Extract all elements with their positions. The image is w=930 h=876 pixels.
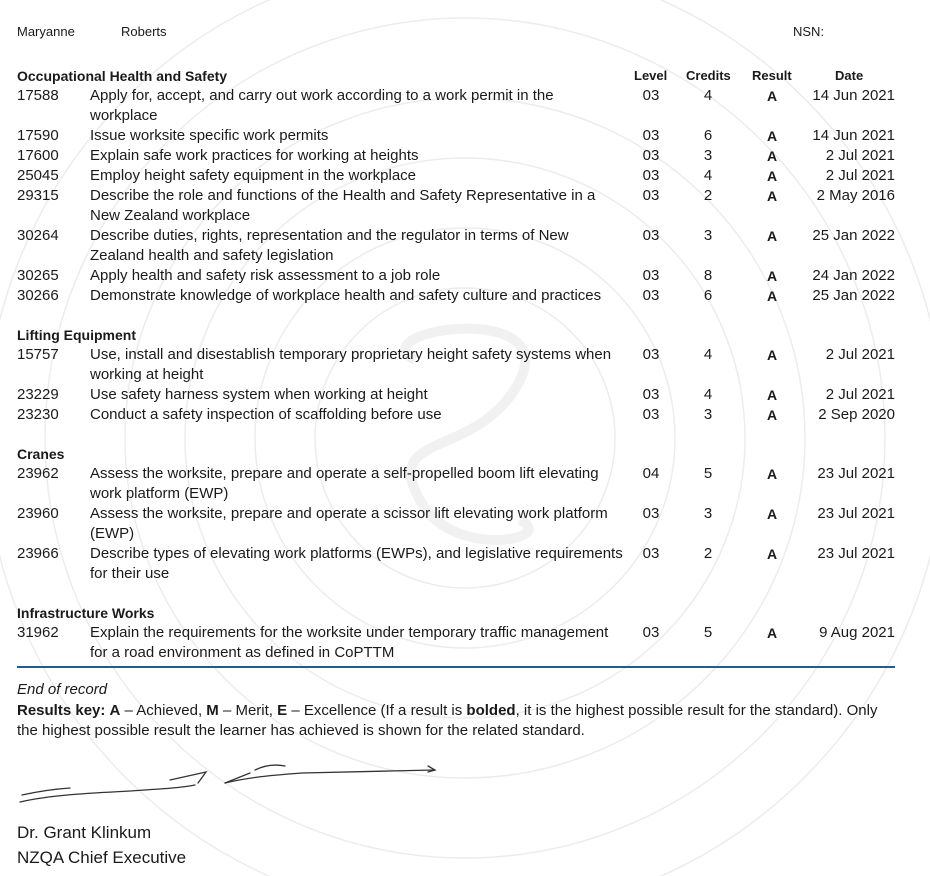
standard-level: 03 <box>642 287 660 304</box>
standard-date: 24 Jan 2022 <box>812 267 895 284</box>
standard-row <box>17 126 895 146</box>
standard-credits: 2 <box>703 545 713 562</box>
standard-level: 04 <box>642 465 660 482</box>
standard-date: 2 May 2016 <box>816 187 895 204</box>
standard-row <box>17 86 895 126</box>
standard-number: 23962 <box>17 465 59 482</box>
end-of-record: End of record <box>17 681 108 698</box>
learner-first-name: Maryanne <box>17 24 75 39</box>
signatory-name: Dr. Grant Klinkum <box>17 823 152 842</box>
column-header-level: Level <box>634 68 668 83</box>
standard-result: A <box>766 188 778 204</box>
standard-date: 25 Jan 2022 <box>812 287 895 304</box>
standard-number: 15757 <box>17 346 59 363</box>
section-title: Infrastructure Works <box>17 605 155 621</box>
standard-number: 23230 <box>17 406 59 423</box>
standard-credits: 3 <box>703 406 713 423</box>
standard-credits: 3 <box>703 227 713 244</box>
standard-title: Assess the worksite, prepare and operate a scissor lift elevating work platform (EWP) <box>90 505 608 542</box>
standard-title: Assess the worksite, prepare and operate a self-propelled boom lift elevating work platform (EWP) <box>90 465 599 502</box>
standard-number: 31962 <box>17 624 59 641</box>
standard-row <box>17 345 895 385</box>
standard-title: Apply health and safety risk assessment to a job role <box>90 267 441 284</box>
standard-result: A <box>766 387 778 403</box>
standard-credits: 4 <box>703 386 713 403</box>
standard-level: 03 <box>642 386 660 403</box>
standard-row <box>17 623 895 663</box>
standard-level: 03 <box>642 406 660 423</box>
standard-result: A <box>766 625 778 641</box>
standard-credits: 3 <box>703 147 713 164</box>
column-header-result: Result <box>752 68 792 83</box>
standard-row <box>17 504 895 544</box>
standard-date: 14 Jun 2021 <box>812 87 895 104</box>
standard-credits: 5 <box>703 465 713 482</box>
standard-date: 2 Jul 2021 <box>825 147 895 164</box>
standard-result: A <box>766 288 778 304</box>
standard-number: 29315 <box>17 187 59 204</box>
section-title: Cranes <box>17 446 65 462</box>
standard-date: 23 Jul 2021 <box>817 545 895 562</box>
standard-title: Explain safe work practices for working at heights <box>90 147 419 164</box>
standard-level: 03 <box>642 545 660 562</box>
standard-level: 03 <box>642 87 660 104</box>
signatory-role: NZQA Chief Executive <box>17 848 187 867</box>
standard-number: 17600 <box>17 147 59 164</box>
standard-result: A <box>766 128 778 144</box>
standard-row <box>17 464 895 504</box>
standard-title: Use safety harness system when working at height <box>90 386 428 403</box>
standard-title: Describe the role and functions of the Health and Safety Representative in a New Zealand workplace <box>90 187 596 224</box>
standard-level: 03 <box>642 346 660 363</box>
standard-result: A <box>766 88 778 104</box>
results-key <box>17 701 897 741</box>
standard-level: 03 <box>642 227 660 244</box>
standard-result: A <box>766 506 778 522</box>
standard-credits: 4 <box>703 346 713 363</box>
standard-result: A <box>766 466 778 482</box>
standard-title: Conduct a safety inspection of scaffolding before use <box>90 406 442 423</box>
standard-date: 14 Jun 2021 <box>812 127 895 144</box>
standard-credits: 2 <box>703 187 713 204</box>
standard-title: Demonstrate knowledge of workplace health and safety culture and practices <box>90 287 602 304</box>
key-code-m: M <box>206 702 219 719</box>
standard-credits: 6 <box>703 127 713 144</box>
standard-date: 23 Jul 2021 <box>817 505 895 522</box>
standard-result: A <box>766 148 778 164</box>
key-code-e: E <box>277 702 288 719</box>
section <box>17 603 895 663</box>
standard-date: 2 Jul 2021 <box>825 167 895 184</box>
standard-credits: 8 <box>703 267 713 284</box>
standard-date: 9 Aug 2021 <box>819 624 895 641</box>
standard-credits: 3 <box>703 505 713 522</box>
standard-row <box>17 286 895 306</box>
standard-result: A <box>766 228 778 244</box>
standard-row <box>17 385 895 405</box>
standard-number: 25045 <box>17 167 59 184</box>
standard-date: 2 Jul 2021 <box>825 386 895 403</box>
standard-title: Employ height safety equipment in the workplace <box>90 167 417 184</box>
standard-level: 03 <box>642 505 660 522</box>
section-title: Occupational Health and Safety <box>17 68 228 84</box>
results-key-label: Results key: <box>17 702 106 719</box>
standard-result: A <box>766 268 778 284</box>
standard-row <box>17 186 895 226</box>
end-rule <box>17 666 895 668</box>
nsn-label: NSN: <box>793 24 825 39</box>
standard-number: 23966 <box>17 545 59 562</box>
standard-date: 2 Sep 2020 <box>818 406 895 423</box>
standard-title: Issue worksite specific work permits <box>90 127 329 144</box>
standard-level: 03 <box>642 147 660 164</box>
standard-number: 23229 <box>17 386 59 403</box>
standard-number: 17590 <box>17 127 59 144</box>
standard-title: Explain the requirements for the worksite under temporary traffic management for a road environment as defined in CoPTTM <box>90 624 609 661</box>
handwritten-signature <box>10 755 450 810</box>
standard-level: 03 <box>642 187 660 204</box>
standard-row <box>17 166 895 186</box>
standard-number: 23960 <box>17 505 59 522</box>
standard-result: A <box>766 407 778 423</box>
learner-last-name: Roberts <box>121 24 167 39</box>
standard-number: 17588 <box>17 87 59 104</box>
key-text-a: – Achieved, <box>120 702 207 719</box>
standard-credits: 6 <box>703 287 713 304</box>
standard-title: Apply for, accept, and carry out work according to a work permit in the workplace <box>90 87 554 124</box>
standard-credits: 4 <box>703 87 713 104</box>
key-code-a: A <box>109 702 121 719</box>
standard-date: 23 Jul 2021 <box>817 465 895 482</box>
key-text-rest: , it is the highest possible result for the standard). Only the highest possible result the learner has achieved is shown for the related standard. <box>17 702 878 739</box>
standard-row <box>17 544 895 584</box>
standard-date: 25 Jan 2022 <box>812 227 895 244</box>
standard-result: A <box>766 546 778 562</box>
standard-result: A <box>766 168 778 184</box>
key-text-m: – Merit, <box>218 702 278 719</box>
standard-title: Describe types of elevating work platforms (EWPs), and legislative requirements for their use <box>90 545 623 582</box>
standard-credits: 5 <box>703 624 713 641</box>
section <box>17 66 895 306</box>
standard-number: 30266 <box>17 287 59 304</box>
standard-row <box>17 226 895 266</box>
standard-title: Describe duties, rights, representation and the regulator in terms of New Zealand health and safety legislation <box>90 227 569 264</box>
standard-date: 2 Jul 2021 <box>825 346 895 363</box>
standard-row <box>17 405 895 425</box>
standard-number: 30264 <box>17 227 59 244</box>
standard-level: 03 <box>642 127 660 144</box>
standard-level: 03 <box>642 267 660 284</box>
standard-row <box>17 266 895 286</box>
key-bolded-word: bolded <box>466 702 516 719</box>
standard-credits: 4 <box>703 167 713 184</box>
standard-row <box>17 146 895 166</box>
standard-level: 03 <box>642 167 660 184</box>
column-header-date: Date <box>835 68 864 83</box>
key-text-e: – Excellence (If a result is <box>287 702 467 719</box>
section <box>17 444 895 584</box>
standard-title: Use, install and disestablish temporary proprietary height safety systems when working at height <box>90 346 612 383</box>
standards-list <box>17 66 895 663</box>
column-header-credits: Credits <box>686 68 731 83</box>
standard-result: A <box>766 347 778 363</box>
section <box>17 325 895 425</box>
standard-number: 30265 <box>17 267 59 284</box>
section-title: Lifting Equipment <box>17 327 136 343</box>
standard-level: 03 <box>642 624 660 641</box>
